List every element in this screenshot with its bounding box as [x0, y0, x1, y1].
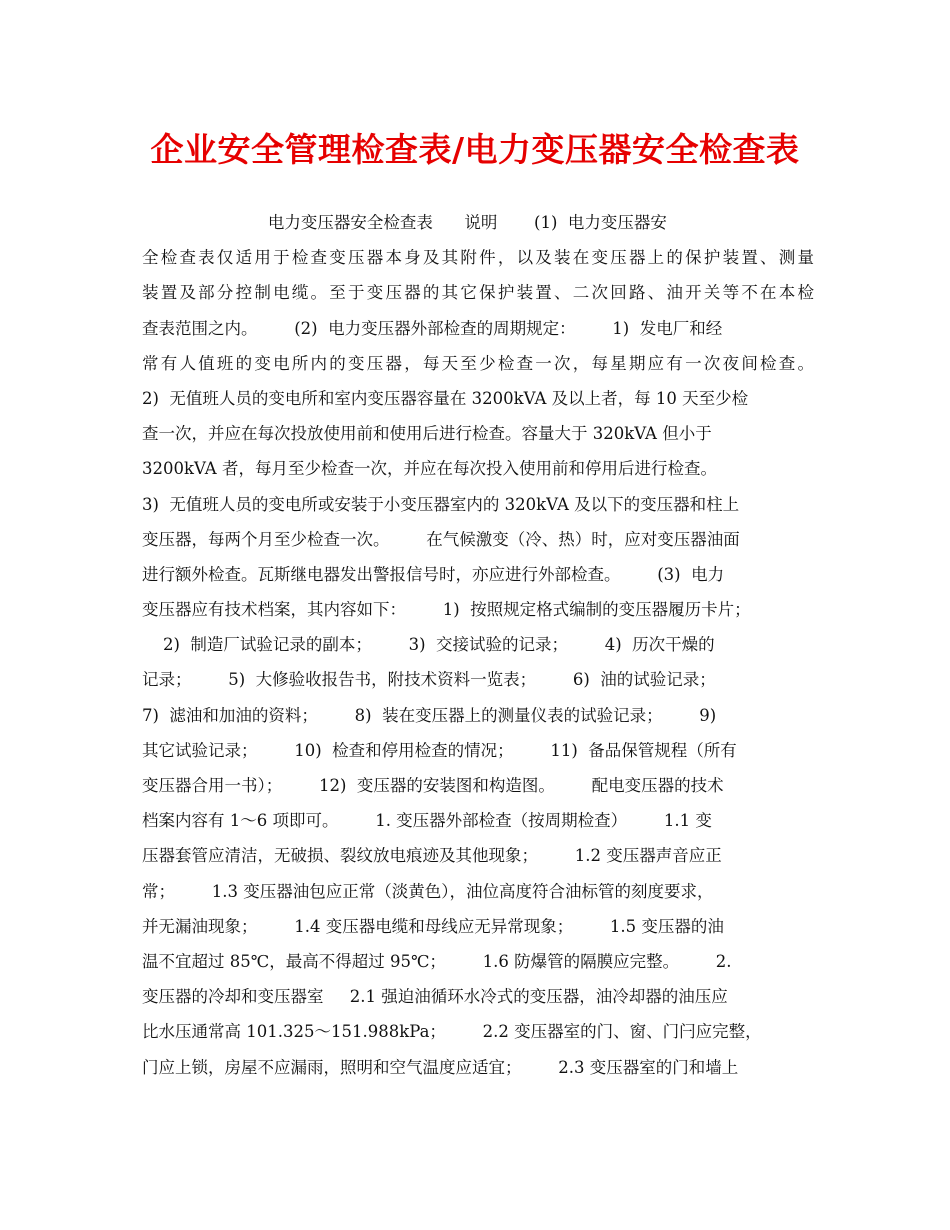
document-body	[142, 205, 814, 1085]
body-line: 比水压通常高 101.325～151.988kPa； 2.2 变压器室的门、窗、门闩应完整，	[142, 1022, 762, 1042]
body-line: 并无漏油现象； 1.4 变压器电缆和母线应无异常现象； 1.5 变压器的油	[142, 916, 724, 936]
body-line: 记录； 5) 大修验收报告书，附技术资料一览表； 6) 油的试验记录；	[142, 670, 716, 690]
document-title: 企业安全管理检查表/电力变压器安全检查表	[150, 130, 800, 169]
body-line: 门应上锁，房屋不应漏雨，照明和空气温度应适宜； 2.3 变压器室的门和墙上	[142, 1057, 739, 1077]
body-line: 变压器的冷却和变压器室 2.1 强迫油循环水冷式的变压器，油冷却器的油压应	[142, 987, 728, 1007]
body-line: 查表范围之内。 (2) 电力变压器外部检查的周期规定： 1) 发电厂和经	[142, 318, 723, 338]
body-line: 2) 制造厂试验记录的副本； 3) 交接试验的记录； 4) 历次干燥的	[142, 635, 715, 655]
body-line: 全检查表仅适用于检查变压器本身及其附件，以及装在变压器上的保护装置、测量	[142, 248, 814, 268]
body-line: 3) 无值班人员的变电所或安装于小变压器室内的 320kVA 及以下的变压器和柱上	[142, 494, 740, 514]
body-line: 档案内容有 1～6 项即可。 1. 变压器外部检查（按周期检查） 1.1 变	[142, 811, 712, 831]
body-line: 装置及部分控制电缆。至于变压器的其它保护装置、二次回路、油开关等不在本检	[142, 283, 814, 303]
body-line: 电力变压器安全检查表 说明 (1) 电力变压器安	[142, 213, 667, 232]
body-line: 其它试验记录； 10) 检查和停用检查的情况； 11) 备品保管规程（所有	[142, 740, 737, 760]
body-line: 3200kVA 者，每月至少检查一次，并应在每次投入使用前和停用后进行检查。	[142, 459, 717, 479]
body-line: 查一次，并应在每次投放使用前和使用后进行检查。容量大于 320kVA 但小于	[142, 424, 712, 444]
body-line: 温不宜超过 85℃，最高不得超过 95℃； 1.6 防爆管的隔膜应完整。 2.	[142, 951, 732, 971]
body-line: 常； 1.3 变压器油包应正常（淡黄色），油位高度符合油标管的刻度要求，	[142, 881, 714, 901]
body-line: 变压器合用一书）； 12) 变压器的安装图和构造图。 配电变压器的技术	[142, 776, 724, 795]
body-line: 进行额外检查。瓦斯继电器发出警报信号时，亦应进行外部检查。 (3) 电力	[142, 564, 725, 584]
body-line: 变压器，每两个月至少检查一次。 在气候激变（冷、热）时，应对变压器油面	[142, 529, 740, 549]
body-line: 常有人值班的变电所内的变压器，每天至少检查一次，每星期应有一次夜间检查。	[142, 353, 814, 373]
body-line: 压器套管应清洁，无破损、裂纹放电痕迹及其他现象； 1.2 变压器声音应正	[142, 846, 722, 866]
body-line: 变压器应有技术档案，其内容如下： 1) 按照规定格式编制的变压器履历卡片；	[142, 600, 751, 620]
body-line: 7) 滤油和加油的资料； 8) 装在变压器上的测量仪表的试验记录； 9)	[142, 705, 717, 725]
body-line: 2) 无值班人员的变电所和室内变压器容量在 3200kVA 及以上者，每 10 天至少检	[142, 388, 749, 408]
